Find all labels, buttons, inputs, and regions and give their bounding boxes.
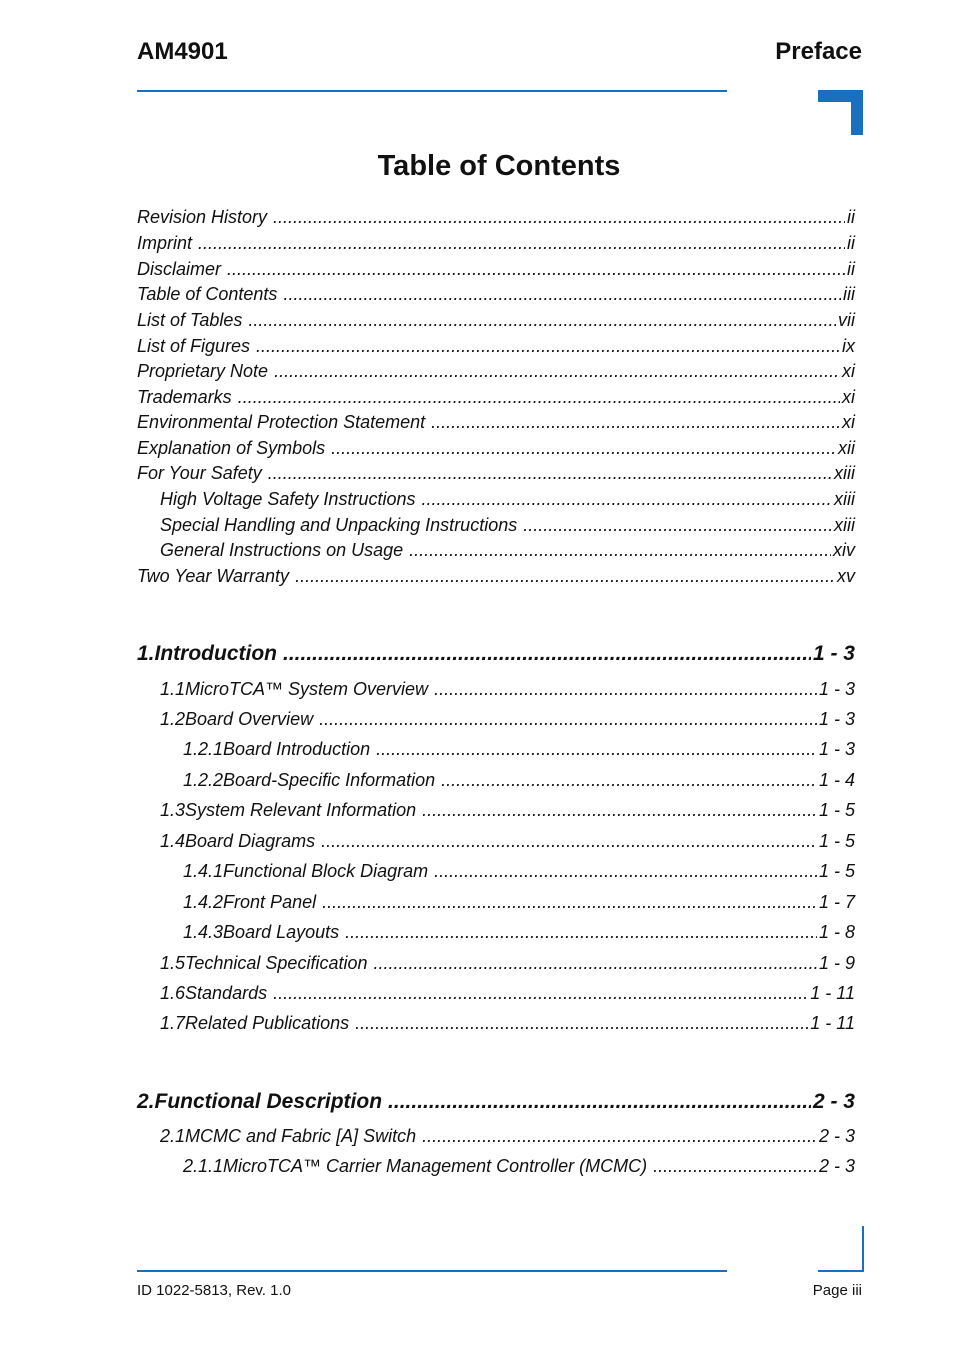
toc-entry-page: xiv: [833, 540, 855, 560]
toc-section-page: 2 - 3: [818, 1126, 855, 1146]
toc-chapter-1[interactable]: [137, 642, 855, 666]
toc-section-1-7[interactable]: [160, 1013, 855, 1034]
toc-section-1-1[interactable]: [160, 679, 855, 700]
document-id: ID 1022-5813, Rev. 1.0: [137, 1282, 291, 1299]
toc-section-1-6[interactable]: [160, 983, 855, 1004]
toc-entry-page: iii: [843, 284, 855, 304]
toc-entry-trademarks[interactable]: [137, 387, 855, 408]
toc-entry-page: ii: [847, 207, 855, 227]
toc-chapter-label: Introduction: [154, 642, 277, 665]
toc-section-1-2-2[interactable]: [183, 770, 855, 791]
toc-entry-page: xiii: [834, 489, 855, 509]
toc-chapter-number: 2.: [137, 1090, 155, 1113]
toc-section-page: 1 - 11: [810, 983, 855, 1003]
toc-chapter-2[interactable]: [137, 1090, 855, 1114]
toc-entry-label: Environmental Protection Statement: [137, 412, 426, 432]
toc-entry-label: Table of Contents: [137, 284, 278, 304]
toc-chapter-label: Functional Description: [154, 1090, 383, 1113]
toc-entry-explanation-of-symbols[interactable]: [137, 438, 855, 459]
toc-entry-page: xi: [842, 412, 855, 432]
toc-section-page: 1 - 7: [818, 892, 855, 912]
toc-section-page: 1 - 3: [818, 679, 855, 699]
page-number: Page iii: [812, 1282, 862, 1299]
toc-entry-general-instructions[interactable]: [160, 540, 855, 561]
toc-entry-label: Revision History: [137, 207, 268, 227]
toc-section-label: Technical Specification: [185, 953, 368, 973]
toc-section-label: Board Diagrams: [185, 831, 316, 851]
toc-section-label: Functional Block Diagram: [223, 861, 429, 881]
toc-section-1-4-1[interactable]: [183, 861, 855, 882]
toc-section-1-3[interactable]: [160, 800, 855, 821]
toc-section-label: MicroTCA™ System Overview: [185, 679, 429, 699]
toc-section-number: 1.2: [160, 709, 186, 729]
toc-entry-page: xi: [842, 387, 855, 407]
toc-section-number: 2.1.1: [183, 1156, 224, 1176]
toc-section-page: 2 - 3: [818, 1156, 855, 1176]
toc-entry-page: ix: [842, 336, 855, 356]
toc-entry-label: General Instructions on Usage: [160, 540, 404, 560]
toc-entry-page: xiii: [834, 515, 855, 535]
toc-entry-page: xii: [838, 438, 855, 458]
toc-entry-page: xv: [837, 566, 855, 586]
toc-section-label: MCMC and Fabric [A] Switch: [185, 1126, 417, 1146]
toc-section-label: Board Introduction: [223, 739, 371, 759]
toc-entry-page: vii: [838, 310, 855, 330]
toc-section-page: 1 - 8: [818, 922, 855, 942]
toc-section-1-2[interactable]: [160, 709, 855, 730]
toc-entry-label: For Your Safety: [137, 463, 262, 483]
toc-entry-label: High Voltage Safety Instructions: [160, 489, 416, 509]
toc-entry-label: Disclaimer: [137, 259, 222, 279]
toc-section-number: 1.4.2: [183, 892, 224, 912]
toc-entry-revision-history[interactable]: [137, 207, 855, 228]
toc-section-page: 1 - 4: [818, 770, 855, 790]
toc-section-2-1[interactable]: [160, 1126, 855, 1147]
toc-entry-list-of-figures[interactable]: [137, 336, 855, 357]
toc-section-label: Related Publications: [185, 1013, 350, 1033]
section-name: Preface: [775, 38, 862, 65]
toc-section-number: 1.4: [160, 831, 186, 851]
toc-section-number: 1.6: [160, 983, 186, 1003]
toc-entry-disclaimer[interactable]: [137, 259, 855, 280]
toc-section-number: 2.1: [160, 1126, 186, 1146]
toc-entry-table-of-contents[interactable]: [137, 284, 855, 305]
toc-entry-label: Imprint: [137, 233, 193, 253]
toc-section-1-4-2[interactable]: [183, 892, 855, 913]
toc-chapter-page: 2 - 3: [812, 1090, 855, 1113]
toc-section-page: 1 - 5: [818, 861, 855, 881]
header-rule: [137, 90, 727, 92]
toc-section-1-4-3[interactable]: [183, 922, 855, 943]
toc-section-1-2-1[interactable]: [183, 739, 855, 760]
toc-section-number: 1.4.1: [183, 861, 224, 881]
toc-entry-label: Special Handling and Unpacking Instructions: [160, 515, 518, 535]
toc-entry-label: Proprietary Note: [137, 361, 269, 381]
toc-entry-environmental-protection[interactable]: [137, 412, 855, 433]
toc-entry-imprint[interactable]: [137, 233, 855, 254]
toc-entry-label: List of Tables: [137, 310, 243, 330]
toc-section-1-4[interactable]: [160, 831, 855, 852]
toc-entry-label: Two Year Warranty: [137, 566, 290, 586]
toc-section-2-1-1[interactable]: [183, 1156, 855, 1177]
toc-section-page: 1 - 5: [818, 800, 855, 820]
toc-entry-label: List of Figures: [137, 336, 251, 356]
toc-section-page: 1 - 5: [818, 831, 855, 851]
toc-section-number: 1.2.1: [183, 739, 224, 759]
toc-section-number: 1.2.2: [183, 770, 224, 790]
toc-entry-for-your-safety[interactable]: [137, 463, 855, 484]
footer-rule: [137, 1270, 727, 1272]
toc-section-label: Board Overview: [185, 709, 314, 729]
toc-section-number: 1.5: [160, 953, 186, 973]
toc-section-label: Board Layouts: [223, 922, 340, 942]
toc-section-number: 1.3: [160, 800, 186, 820]
toc-chapter-page: 1 - 3: [812, 642, 855, 665]
toc-section-label: Board-Specific Information: [223, 770, 436, 790]
toc-entry-two-year-warranty[interactable]: [137, 566, 855, 587]
toc-entry-page: xi: [842, 361, 855, 381]
toc-section-number: 1.1: [160, 679, 186, 699]
toc-section-label: System Relevant Information: [185, 800, 417, 820]
toc-entry-page: ii: [847, 233, 855, 253]
toc-section-label: Front Panel: [223, 892, 317, 912]
toc-section-page: 1 - 9: [818, 953, 855, 973]
page-title: Table of Contents: [377, 150, 621, 182]
toc-entry-list-of-tables[interactable]: [137, 310, 855, 331]
toc-section-label: Standards: [185, 983, 268, 1003]
toc-entry-page: ii: [847, 259, 855, 279]
toc-entry-proprietary-note[interactable]: [137, 361, 855, 382]
toc-entry-page: xiii: [834, 463, 855, 483]
toc-section-page: 1 - 3: [818, 709, 855, 729]
toc-entry-special-handling[interactable]: [160, 515, 855, 536]
toc-section-page: 1 - 3: [818, 739, 855, 759]
corner-mark-bottom: [818, 1226, 864, 1272]
toc-entry-label: Trademarks: [137, 387, 232, 407]
toc-chapter-number: 1.: [137, 642, 155, 665]
product-name: AM4901: [137, 38, 228, 65]
toc-section-number: 1.7: [160, 1013, 186, 1033]
toc-section-1-5[interactable]: [160, 953, 855, 974]
toc-entry-label: Explanation of Symbols: [137, 438, 326, 458]
corner-mark-top: [818, 90, 863, 135]
toc-section-page: 1 - 11: [810, 1013, 855, 1033]
toc-section-number: 1.4.3: [183, 922, 224, 942]
toc-entry-high-voltage[interactable]: [160, 489, 855, 510]
toc-section-label: MicroTCA™ Carrier Management Controller (MCMC): [223, 1156, 648, 1176]
